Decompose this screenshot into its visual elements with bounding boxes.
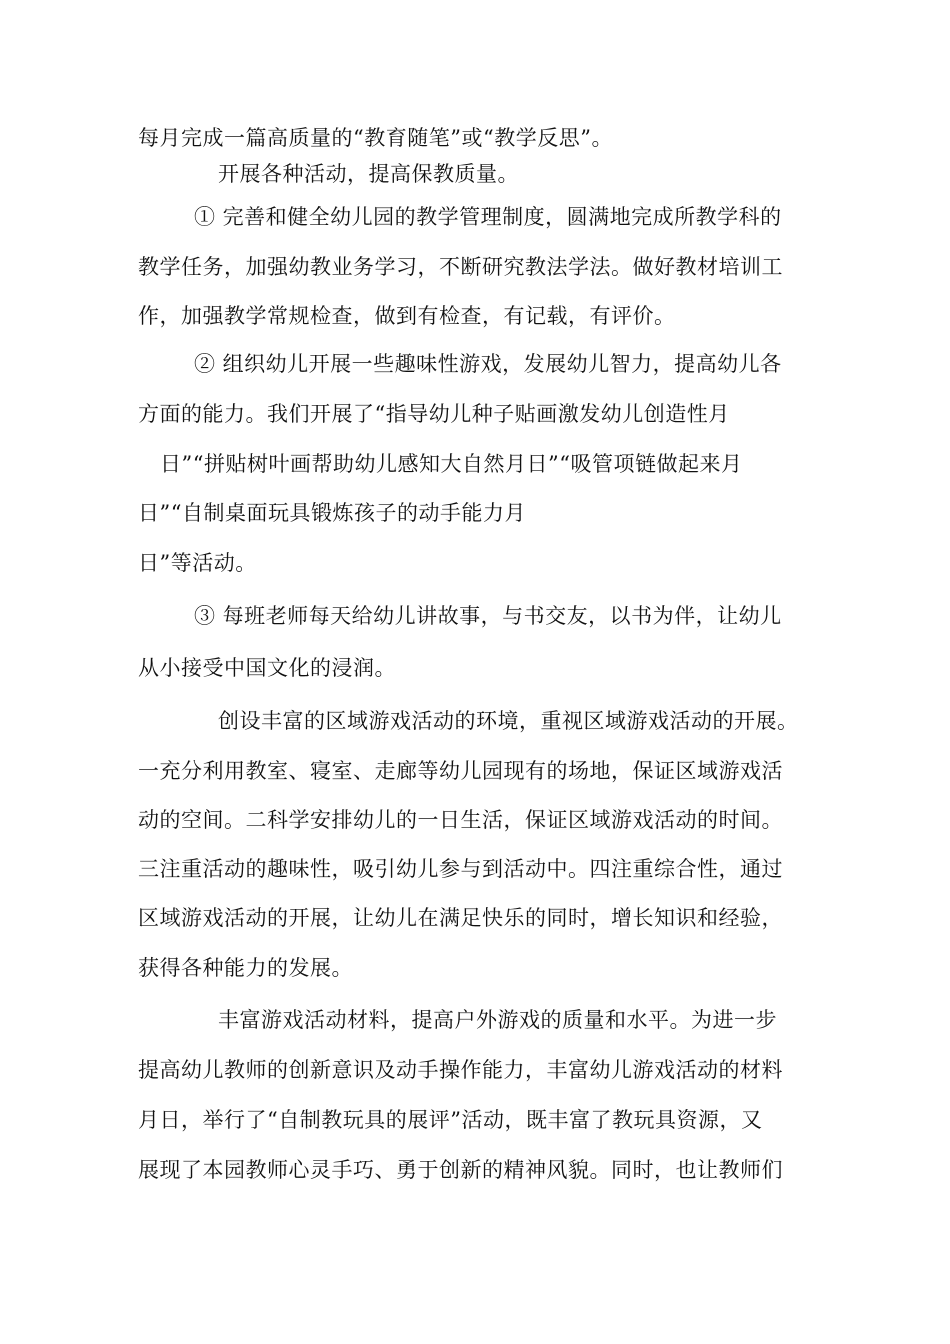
text-line: 日”“拼贴树叶画帮助幼儿感知大自然月日”“吸管项链做起来月 <box>160 452 743 476</box>
text-line: 获得各种能力的发展。 <box>138 956 353 980</box>
text-line: 月日，举行了“自制教玩具的展评”活动，既丰富了教玩具资源，又 <box>138 1108 763 1132</box>
text-line: 从小接受中国文化的浸润。 <box>138 656 396 680</box>
text-line: 提高幼儿教师的创新意识及动手操作能力，丰富幼儿游戏活动的材料 <box>138 1058 783 1082</box>
text-line: 区域游戏活动的开展，让幼儿在满足快乐的同时，增长知识和经验， <box>138 906 783 930</box>
text-line: 三注重活动的趣味性，吸引幼儿参与到活动中。四注重综合性，通过 <box>138 857 783 881</box>
text-line: 作，加强教学常规检查，做到有检查，有记载，有评价。 <box>138 304 676 328</box>
text-line: 动的空间。二科学安排幼儿的一日生活，保证区域游戏活动的时间。 <box>138 808 783 832</box>
text-line: 日”“自制桌面玩具锻炼孩子的动手能力月 <box>138 501 526 525</box>
text-line: ③ 每班老师每天给幼儿讲故事，与书交友，以书为伴，让幼儿 <box>194 604 782 628</box>
text-line: 创设丰富的区域游戏活动的环境，重视区域游戏活动的开展。 <box>218 709 799 733</box>
text-line: 一充分利用教室、寝室、走廊等幼儿园现有的场地，保证区域游戏活 <box>138 759 783 783</box>
text-line: 方面的能力。我们开展了“指导幼儿种子贴画激发幼儿创造性月 <box>138 402 730 426</box>
text-line: ① 完善和健全幼儿园的教学管理制度，圆满地完成所教学科的 <box>194 205 782 229</box>
text-line: 展现了本园教师心灵手巧、勇于创新的精神风貌。同时，也让教师们 <box>138 1158 783 1182</box>
text-line: 教学任务，加强幼教业务学习，不断研究教法学法。做好教材培训工 <box>138 255 783 279</box>
text-line: 开展各种活动，提高保教质量。 <box>218 162 519 186</box>
text-line: 丰富游戏活动材料，提高户外游戏的质量和水平。为进一步 <box>218 1008 777 1032</box>
text-line: 每月完成一篇高质量的“教育随笔”或“教学反思”。 <box>138 126 613 150</box>
text-line: 日”等活动。 <box>138 551 257 575</box>
text-line: ② 组织幼儿开展一些趣味性游戏，发展幼儿智力，提高幼儿各 <box>194 352 782 376</box>
